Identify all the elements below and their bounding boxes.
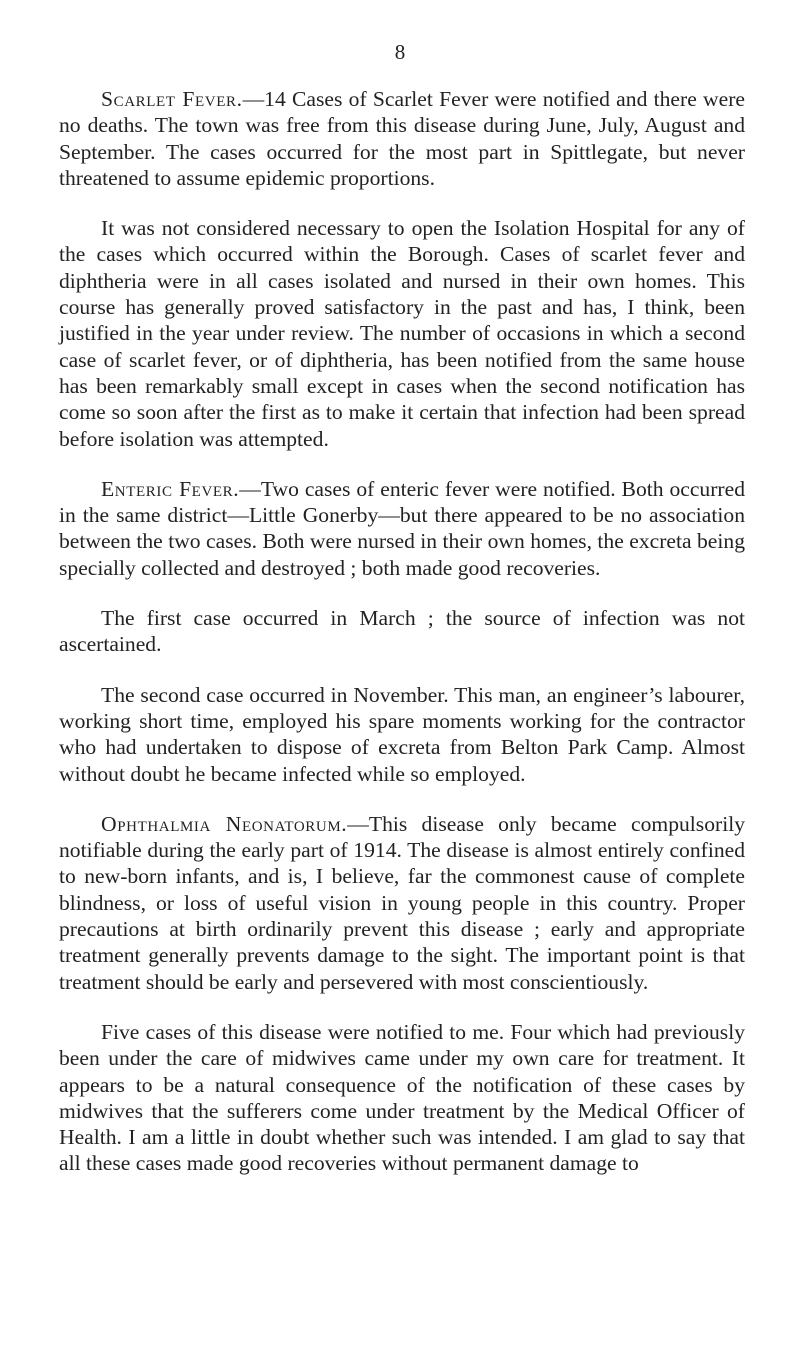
paragraph-text: It was not considered necessary to open the Isolation Hospital for any of the cases which occurred within the Borough. Cases of scarlet fever and diphtheria were in all cases isolated and nursed in their own homes. This course has generally proved satisfactory in the past and has, I think, been justified in the year under review. The number of occasions in which a second case of scarlet fever, or of diphtheria, has been notified from the same house has been remarkably small except in cases when the second notification has come so soon after the first as to make it certain that infection had been spread before isolation was attempted.	[59, 216, 745, 451]
paragraph-text: Five cases of this disease were notified to me. Four which had previously been under the care of midwives came under my own care for treatment. It appears to be a natural consequence of the notification of these cases by midwives that the sufferers come under treatment by the Medical Officer of Health. I am a little in doubt whether such was intended. I am glad to say that all these cases made good recoveries without permanent damage to	[59, 1019, 745, 1176]
section-heading-ophthalmia-neonatorum: Ophthalmia Neonatorum.	[101, 811, 348, 836]
paragraph-text: —Two cases of enteric fever were notified. Both occurred in the same district—Little Gonerby—but there appeared to be no association between the two cases. Both were nursed in their own homes, the excreta being specially collected and destroyed ; both made good recoveries.	[59, 476, 745, 580]
paragraph-scarlet-fever	[59, 86, 745, 191]
section-heading-scarlet-fever: Scarlet Fever.	[101, 87, 243, 111]
paragraph-ophthalmia-neonatorum	[59, 811, 745, 995]
paragraph-second-case	[59, 682, 745, 787]
paragraph-text: The first case occurred in March ; the source of infection was not ascertained.	[59, 606, 745, 657]
paragraph-text: The second case occurred in November. This man, an engineer’s labourer, working short time, employed his spare moments working for the contractor who had undertaken to dispose of excreta from Belton Park Camp. Almost without doubt he became infected while so employed.	[59, 682, 745, 786]
paragraph-first-case	[59, 605, 745, 658]
body-text	[59, 86, 745, 1201]
paragraph-five-cases	[59, 1019, 745, 1177]
page-number: 8	[394, 40, 406, 64]
paragraph-enteric-fever	[59, 476, 745, 581]
paragraph-text: —This disease only became compulsorily notifiable during the early part of 1914. The disease is almost entirely confined to new-born infants, and is, I believe, far the commonest cause of complete blindness, or loss of useful vision in young people in this country. Proper precautions at birth ordinarily prevent this disease ; early and appropriate treatment generally prevents damage to the sight. The important point is that treatment should be early and persevered with most conscientiously.	[59, 811, 745, 994]
paragraph-text: —14 Cases of Scarlet Fever were notified and there were no deaths. The town was free from this disease during June, July, August and September. The cases occurred for the most part in Spittlegate, but never threatened to assume epidemic proportions.	[59, 87, 745, 190]
section-heading-enteric-fever: Enteric Fever.	[101, 476, 240, 501]
paragraph-isolation-hospital	[59, 215, 745, 452]
